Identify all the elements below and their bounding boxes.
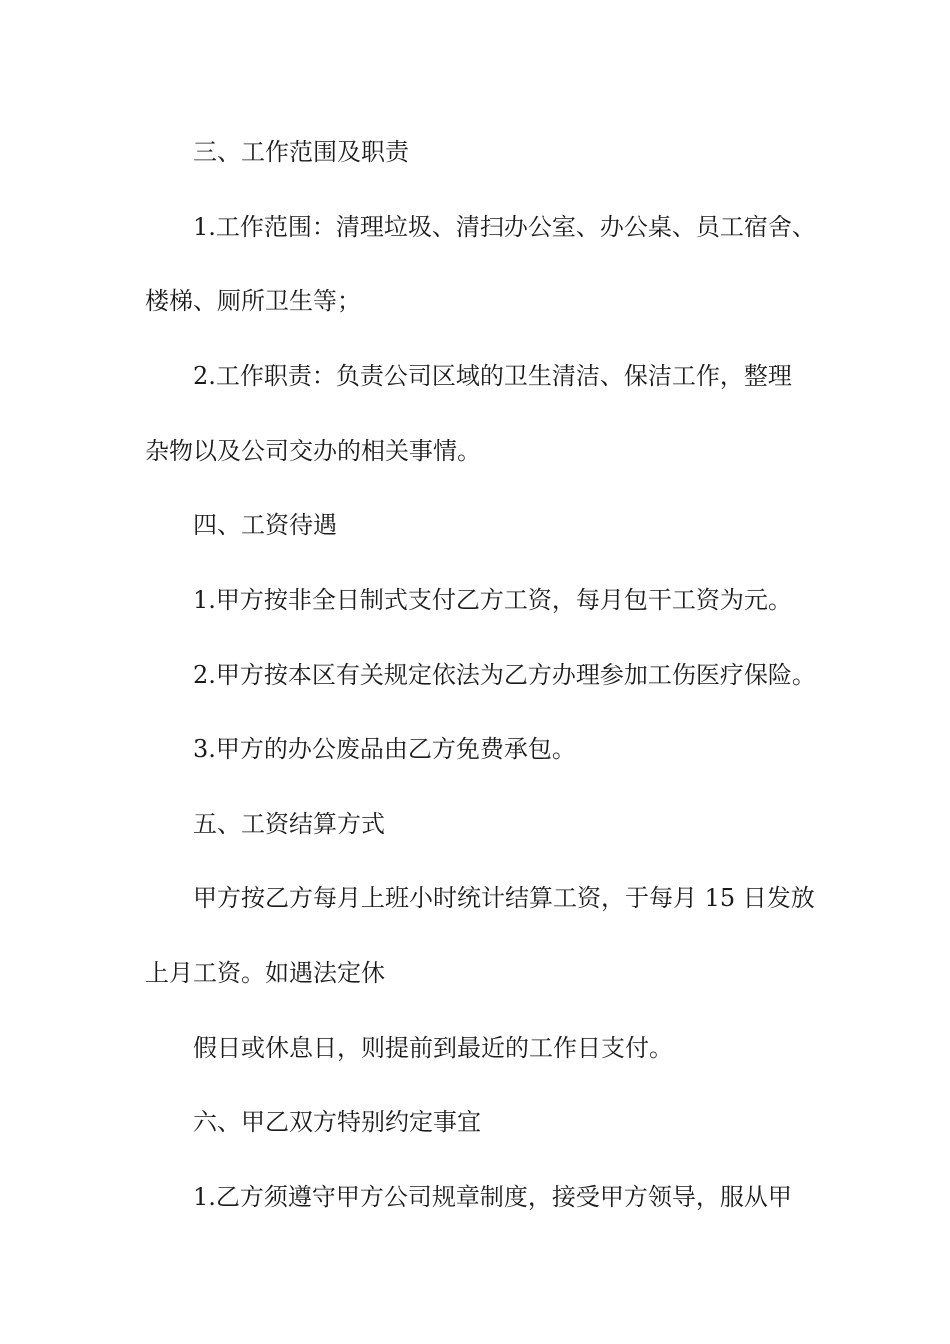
paragraph-line: 甲方按乙方每月上班小时统计结算工资，于每月 15 日发放	[193, 884, 815, 912]
paragraph-line: 楼梯、厕所卫生等；	[145, 287, 361, 315]
paragraph-line: 3.甲方的办公废品由乙方免费承包。	[193, 735, 576, 763]
section-heading-4: 四、工资待遇	[193, 511, 337, 539]
section-heading-5: 五、工资结算方式	[193, 810, 385, 838]
section-heading-6: 六、甲乙双方特别约定事宜	[193, 1108, 481, 1136]
section-heading-3: 三、工作范围及职责	[193, 138, 409, 166]
paragraph-line: 假日或休息日，则提前到最近的工作日支付。	[193, 1034, 673, 1062]
paragraph-line: 杂物以及公司交办的相关事情。	[145, 437, 481, 465]
paragraph-line: 2.甲方按本区有关规定依法为乙方办理参加工伤医疗保险。	[193, 661, 816, 689]
paragraph-line: 1.甲方按非全日制式支付乙方工资，每月包干工资为元。	[193, 586, 792, 614]
paragraph-line: 2.工作职责：负责公司区域的卫生清洁、保洁工作，整理	[193, 362, 792, 390]
paragraph-line: 1.工作范围：清理垃圾、清扫办公室、办公桌、员工宿舍、	[193, 213, 816, 241]
paragraph-line: 上月工资。如遇法定休	[145, 959, 385, 987]
paragraph-line: 1.乙方须遵守甲方公司规章制度，接受甲方领导，服从甲	[193, 1183, 792, 1211]
